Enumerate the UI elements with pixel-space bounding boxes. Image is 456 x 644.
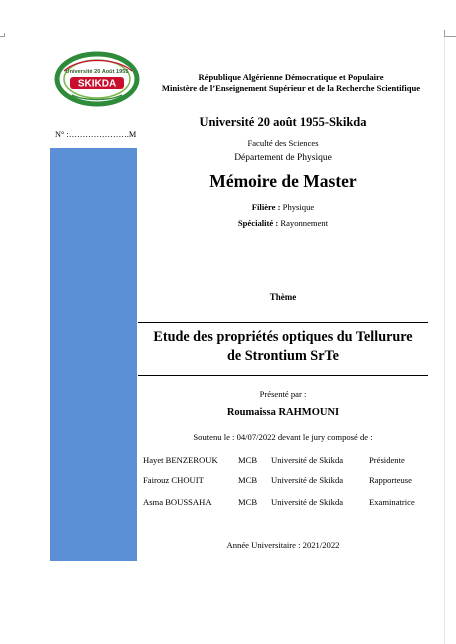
presented-by: Présenté par : xyxy=(259,389,307,399)
jury-role: Examinatrice xyxy=(369,497,415,507)
crop-mark-top-right-vertical xyxy=(444,30,445,37)
jury-university: Université de Skikda xyxy=(271,497,344,507)
specialite-value: Rayonnement xyxy=(280,218,329,228)
page-margin-line xyxy=(444,37,445,644)
author-name: Roumaissa RAHMOUNI xyxy=(226,407,340,418)
university-name: Université 20 août 1955-Skikda xyxy=(199,115,367,129)
jury-university: Université de Skikda xyxy=(271,455,344,465)
jury-role: Rapporteuse xyxy=(369,475,412,485)
specialite-line xyxy=(138,218,428,228)
document-type: Mémoire de Master xyxy=(209,171,357,191)
sidebar-blue-bar xyxy=(50,148,137,561)
jury-university: Université de Skikda xyxy=(271,475,344,485)
thesis-title-line2: de Strontium SrTe xyxy=(227,348,339,364)
jury-name: Asma BOUSSAHA xyxy=(143,497,212,507)
crop-mark-top-right xyxy=(444,36,456,37)
university-logo xyxy=(54,51,140,107)
academic-year: Année Universitaire : 2021/2022 xyxy=(226,540,340,550)
filiere-line xyxy=(138,202,428,212)
department-name: Département de Physique xyxy=(234,153,332,163)
logo-name: SKIKDA xyxy=(77,78,117,90)
faculty-name: Faculté des Sciences xyxy=(247,138,319,148)
defense-line: Soutenu le : 04/07/2022 devant le jury composé de : xyxy=(193,432,373,442)
crop-mark-top-left-vertical xyxy=(4,33,5,37)
filiere-label: Filière : xyxy=(251,202,281,212)
logo-ring-text: Université 20 Août 1955 xyxy=(65,69,129,75)
title-rule-bottom xyxy=(138,375,428,376)
filiere-value: Physique xyxy=(282,202,315,212)
thesis-title xyxy=(138,328,428,366)
jury-role: Présidente xyxy=(369,455,405,465)
specialite-label: Spécialité : xyxy=(237,218,279,228)
thesis-title-line1: Etude des propriétés optiques du Tellurure xyxy=(153,329,413,345)
jury-grade: MCB xyxy=(238,497,258,507)
header-ministry: Ministère de l’Enseignement Supérieur et de la Recherche Scientifique xyxy=(161,83,421,93)
title-rule-top xyxy=(138,322,428,323)
jury-grade: MCB xyxy=(238,455,258,465)
jury-name: Fairouz CHOUIT xyxy=(143,475,204,485)
header-republic: République Algérienne Démocratique et Populaire xyxy=(198,72,384,82)
number-field: N° :………………….M xyxy=(55,130,137,139)
jury-name: Hayet BENZEROUK xyxy=(143,455,218,465)
theme-label: Thème xyxy=(269,292,297,302)
jury-grade: MCB xyxy=(238,475,258,485)
